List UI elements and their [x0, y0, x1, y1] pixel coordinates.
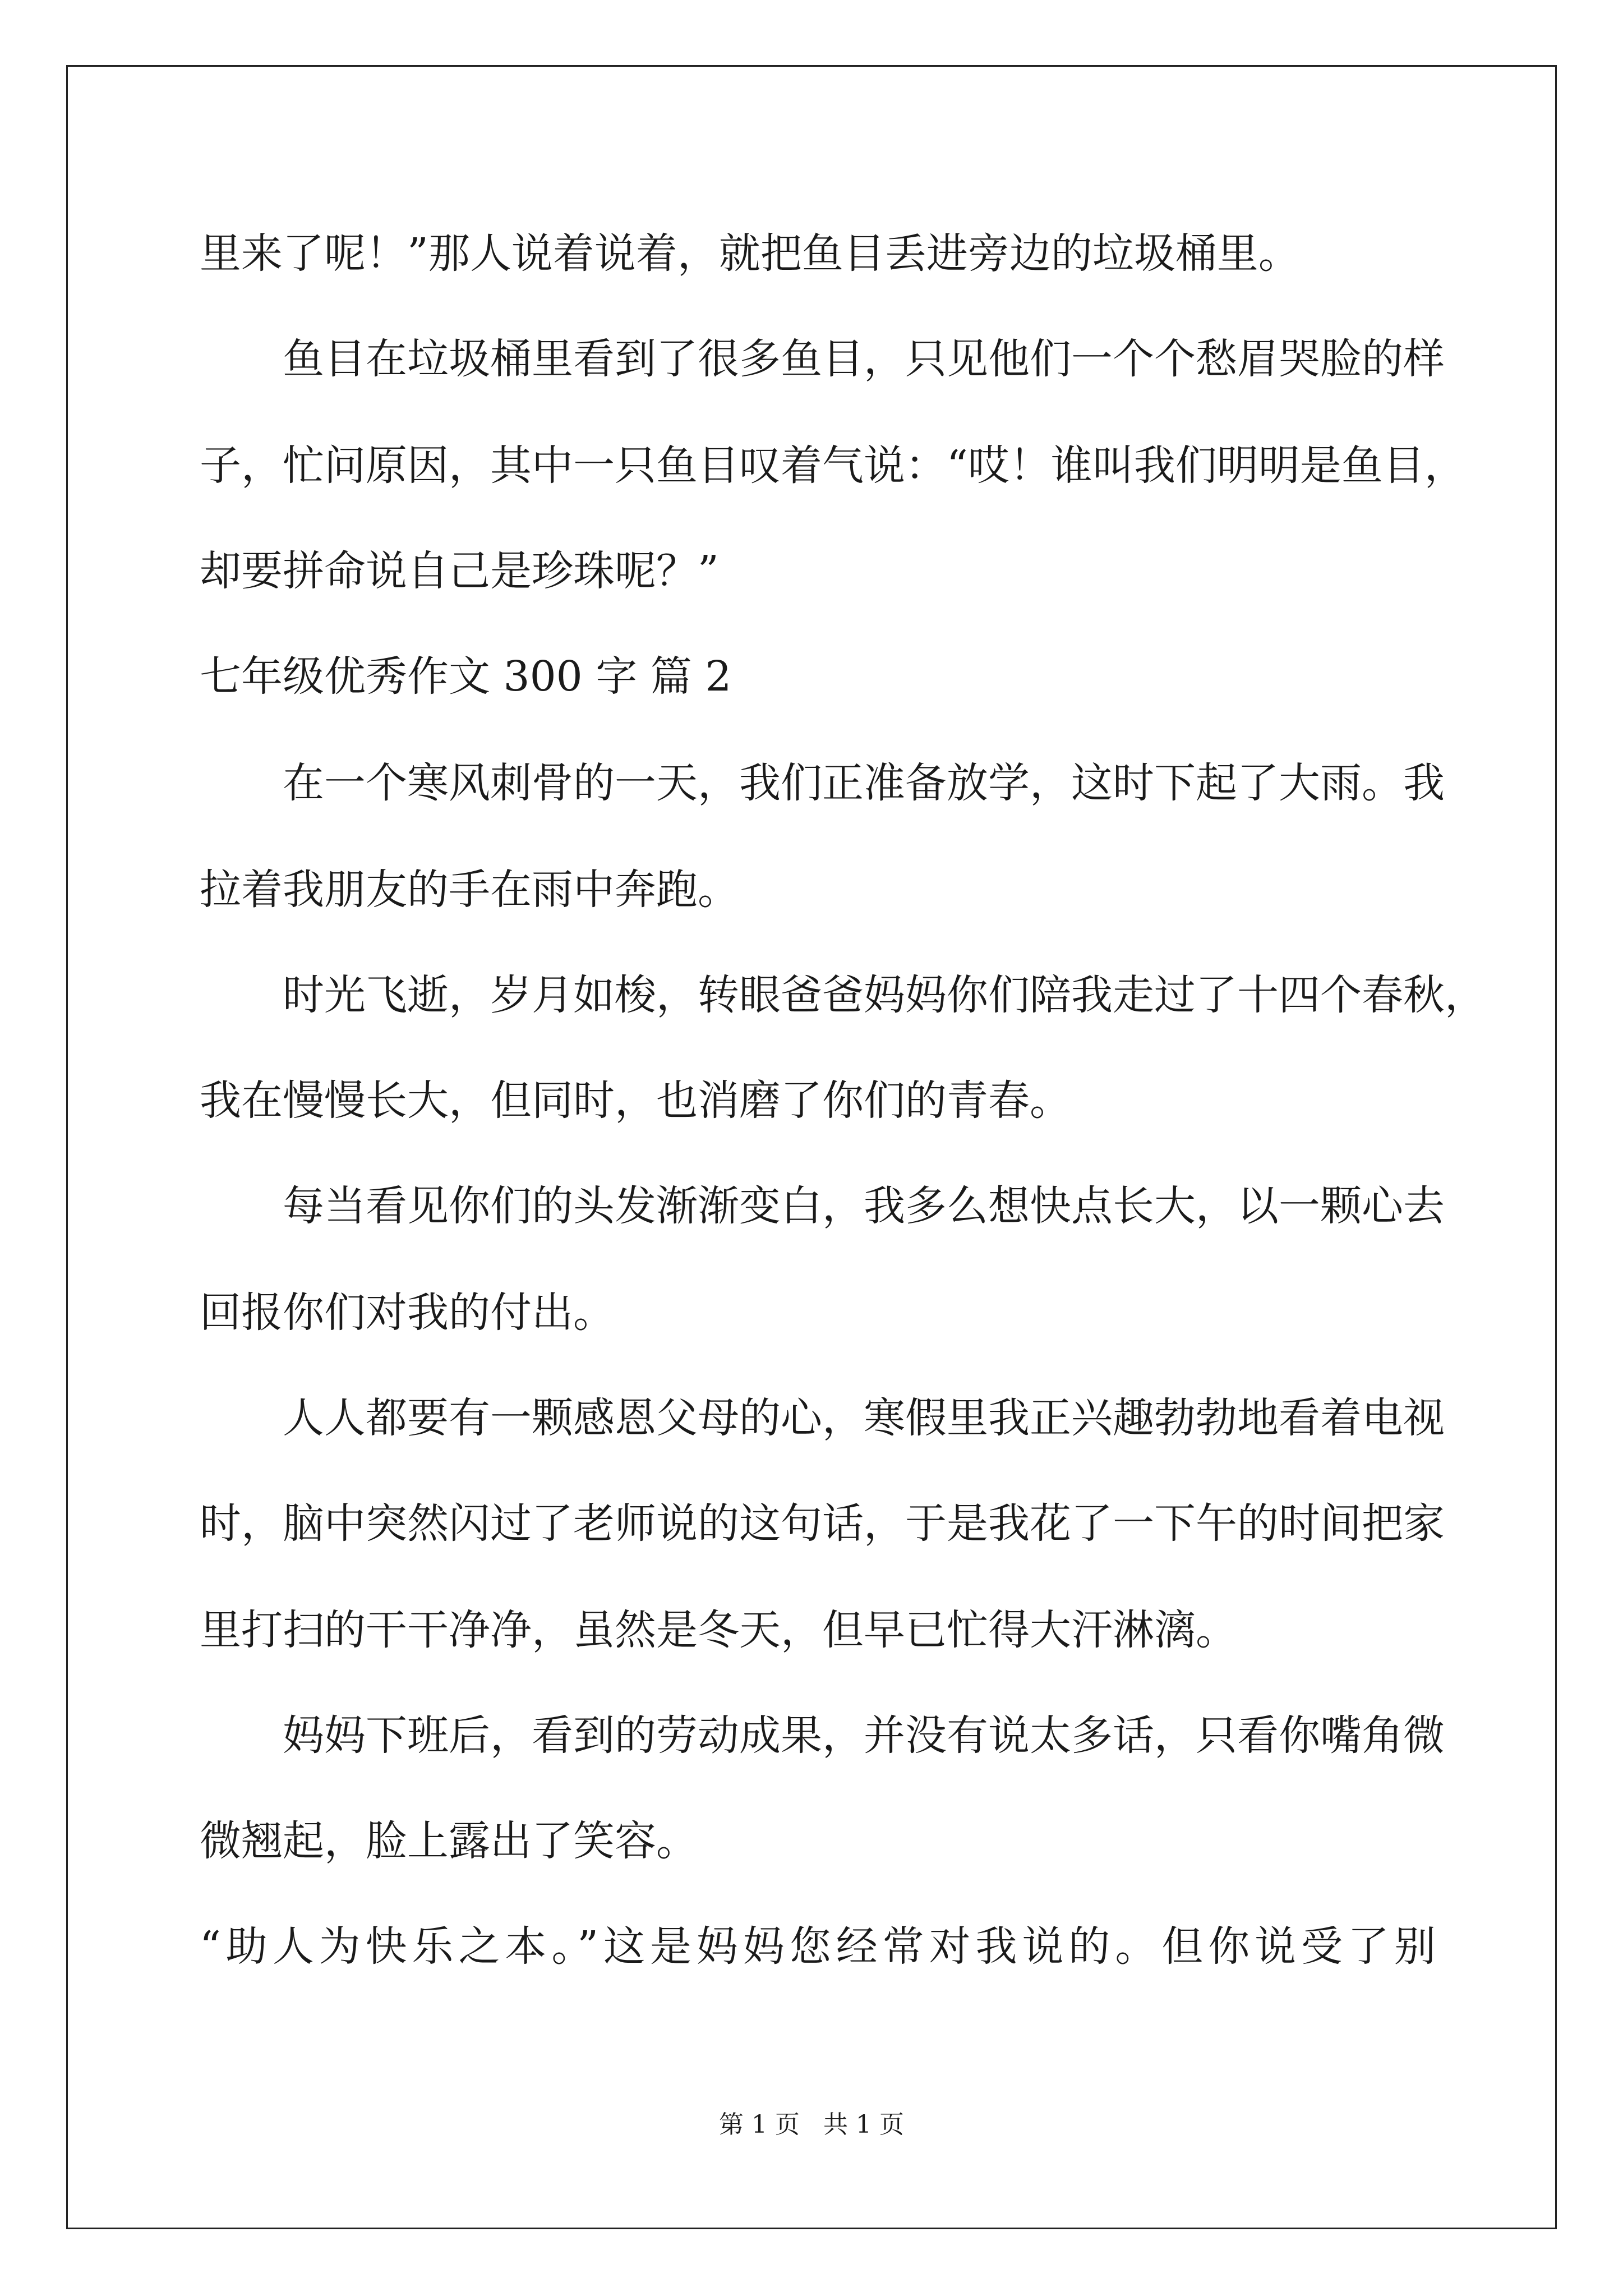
text-line: 微翘起，脸上露出了笑容。: [200, 1817, 698, 1865]
text-line: 时光飞逝，岁月如梭，转眼爸爸妈妈你们陪我走过了十四个春秋，: [283, 971, 1486, 1019]
text-line: 子，忙问原因，其中一只鱼目叹着气说：“哎！谁叫我们明明是鱼目，: [200, 441, 1466, 490]
text-line: “助人为快乐之本。”这是妈妈您经常对我说的。但你说受了别: [200, 1922, 1436, 1971]
text-line: 里打扫的干干净净，虽然是冬天，但早已忙得大汗淋漓。: [200, 1606, 1237, 1654]
text-line: 妈妈下班后，看到的劳动成果，并没有说太多话，只看你嘴角微: [283, 1711, 1445, 1760]
section-heading: 七年级优秀作文 300 字 篇 2: [200, 652, 732, 701]
text-line: 时，脑中突然闪过了老师说的这句话，于是我花了一下午的时间把家: [200, 1499, 1445, 1548]
text-line: 人人都要有一颗感恩父母的心，寒假里我正兴趣勃勃地看着电视: [283, 1394, 1445, 1442]
text-line: 我在慢慢长大，但同时，也消磨了你们的青春。: [200, 1076, 1071, 1125]
page-border: [66, 65, 1557, 2229]
text-line: 每当看见你们的头发渐渐变白，我多么想快点长大，以一颗心去: [283, 1182, 1445, 1230]
text-line: 回报你们对我的付出。: [200, 1289, 615, 1337]
page-footer: 第 1 页 共 1 页: [719, 2110, 904, 2139]
text-line: 鱼目在垃圾桶里看到了很多鱼目，只见他们一个个愁眉哭脸的样: [283, 335, 1445, 383]
text-line: 里来了呢！”那人说着说着，就把鱼目丢进旁边的垃圾桶里。: [200, 229, 1300, 278]
text-line: 却要拼命说自己是珍珠呢？”: [200, 547, 719, 595]
text-line: 在一个寒风刺骨的一天，我们正准备放学，这时下起了大雨。我: [283, 759, 1445, 807]
text-line: 拉着我朋友的手在雨中奔跑。: [200, 866, 739, 914]
